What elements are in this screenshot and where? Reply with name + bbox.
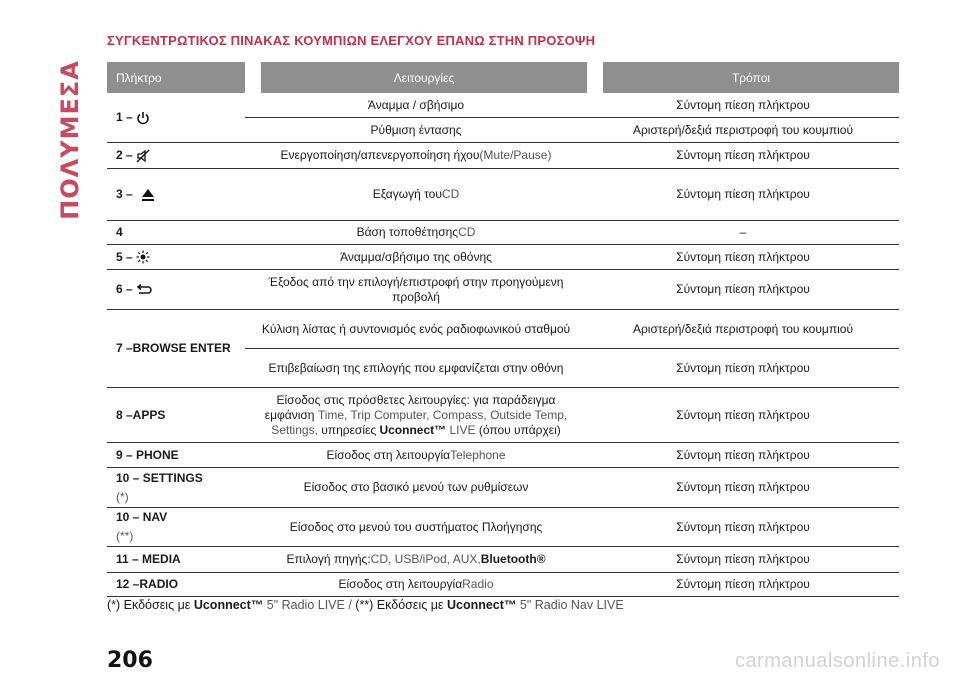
mode-cell: Σύντομη πίεση πλήκτρου — [676, 282, 810, 296]
mode-cell: Σύντομη πίεση πλήκτρου — [676, 148, 810, 162]
table-row — [107, 169, 899, 221]
mode-cell: Σύντομη πίεση πλήκτρου — [676, 187, 810, 201]
table-row — [107, 310, 899, 388]
key-cell: 10 – SETTINGS (*) — [116, 470, 203, 505]
section-side-label: ΠΟΛΥΜΕΣΑ — [56, 60, 84, 220]
table-header — [107, 62, 899, 93]
table-row — [107, 388, 899, 443]
eject-icon — [141, 188, 155, 202]
function-cell: Ρύθμιση έντασης — [370, 122, 462, 137]
function-cell: Είσοδος στη λειτουργία Telephone — [326, 447, 506, 462]
mode-cell: Σύντομη πίεση πλήκτρου — [676, 552, 810, 566]
table-row — [107, 468, 899, 508]
key-cell: 3 – — [107, 169, 245, 220]
function-cell: Έξοδος από την επιλογή/επιστροφή στην προηγούμενη προβολή — [268, 274, 564, 304]
table-row — [107, 143, 899, 169]
key-cell: 12 –RADIO — [116, 577, 179, 592]
key-cell: 4 — [116, 225, 123, 240]
function-cell: Είσοδος στο μενού του συστήματος Πλοήγησης — [289, 519, 543, 534]
function-cell: Άναμμα / σβήσιμο — [367, 97, 465, 112]
mode-cell: Σύντομη πίεση πλήκτρου — [676, 519, 810, 534]
mode-cell: Σύντομη πίεση πλήκτρου — [676, 447, 810, 462]
key-cell: 9 – PHONE — [116, 447, 179, 462]
table-row — [107, 547, 899, 573]
footnote: (*) Εκδόσεις με Uconnect™ 5" Radio LIVE / (**) Εκδόσεις με Uconnect™ 5" Radio Nav LIVE — [107, 598, 624, 612]
display-icon — [136, 250, 150, 264]
function-cell: Είσοδος στο βασικό μενού των ρυθμίσεων — [303, 480, 529, 494]
key-cell: 6 – — [107, 270, 245, 309]
key-cell: 2 – — [107, 143, 245, 168]
page-number: 206 — [107, 648, 153, 673]
mode-cell: Αριστερή/δεξιά περιστροφή του κουμπιού — [632, 321, 854, 336]
key-cell: 1 – — [107, 93, 245, 142]
mute-icon — [136, 149, 150, 163]
function-cell: Επιβεβαίωση της επιλογής που εμφανίζεται στην οθόνη — [268, 360, 564, 375]
mode-cell: Σύντομη πίεση πλήκτρου — [676, 97, 810, 112]
mode-cell: Σύντομη πίεση πλήκτρου — [676, 249, 810, 264]
key-cell: 8 –APPS — [116, 407, 166, 422]
key-cell: 5 – — [107, 245, 245, 269]
mode-cell: Σύντομη πίεση πλήκτρου — [676, 480, 810, 494]
function-cell: Βάση τοποθέτησης CD — [356, 225, 476, 239]
header-function: Λειτουργίες — [261, 62, 587, 93]
function-cell: Κύλιση λίστας ή συντονισμός ενός ραδιοφωνικού σταθμού — [261, 321, 571, 336]
power-icon — [136, 111, 150, 125]
mode-cell: Αριστερή/δεξιά περιστροφή του κουμπιού — [632, 122, 854, 137]
table-row — [107, 573, 899, 597]
function-cell: Είσοδος στη λειτουργία Radio — [338, 577, 494, 591]
function-cell: Είσοδος στις πρόσθετες λειτουργίες: για παράδειγμα εμφάνιση Time, Trip Computer, Compass, Outside Temp, Settings, υπηρεσίες Uconnect™ LIVE (όπου υπάρχει) — [264, 392, 568, 437]
page-title: ΣΥΓΚΕΝΤΡΩΤΙΚΟΣ ΠΙΝΑΚΑΣ ΚΟΥΜΠΙΩΝ ΕΛΕΓΧΟΥ ΕΠΑΝΩ ΣΤΗΝ ΠΡΟΣΟΨΗ — [107, 33, 596, 48]
key-cell: 7 –BROWSE ENTER — [116, 341, 231, 356]
table-row — [107, 270, 899, 310]
function-cell: Επιλογή πηγής: CD, USB/iPod, AUX, Bluetooth® — [286, 552, 546, 566]
function-cell: Εξαγωγή του CD — [372, 187, 460, 201]
table-row — [107, 245, 899, 270]
table-row — [107, 221, 899, 245]
header-key: Πλήκτρο — [107, 62, 245, 93]
mode-cell: Σύντομη πίεση πλήκτρου — [676, 360, 810, 375]
table-row — [107, 443, 899, 468]
table-row — [107, 93, 899, 143]
function-cell: Άναμμα/σβήσιμο της οθόνης — [340, 249, 492, 264]
table-row — [107, 508, 899, 547]
mode-cell: Σύντομη πίεση πλήκτρου — [676, 407, 810, 422]
mode-cell: – — [739, 225, 747, 239]
header-mode: Τρόποι — [603, 62, 899, 93]
watermark: carmanualsonline.info — [734, 650, 940, 672]
controls-table — [107, 62, 899, 597]
back-icon — [136, 283, 152, 297]
function-cell: Ενεργοποίηση/απενεργοποίηση ήχου (Mute/Pause) — [280, 148, 552, 162]
mode-cell: Σύντομη πίεση πλήκτρου — [676, 577, 810, 591]
key-cell: 10 – NAV (**) — [116, 510, 168, 544]
key-cell: 11 – MEDIA — [116, 552, 181, 567]
